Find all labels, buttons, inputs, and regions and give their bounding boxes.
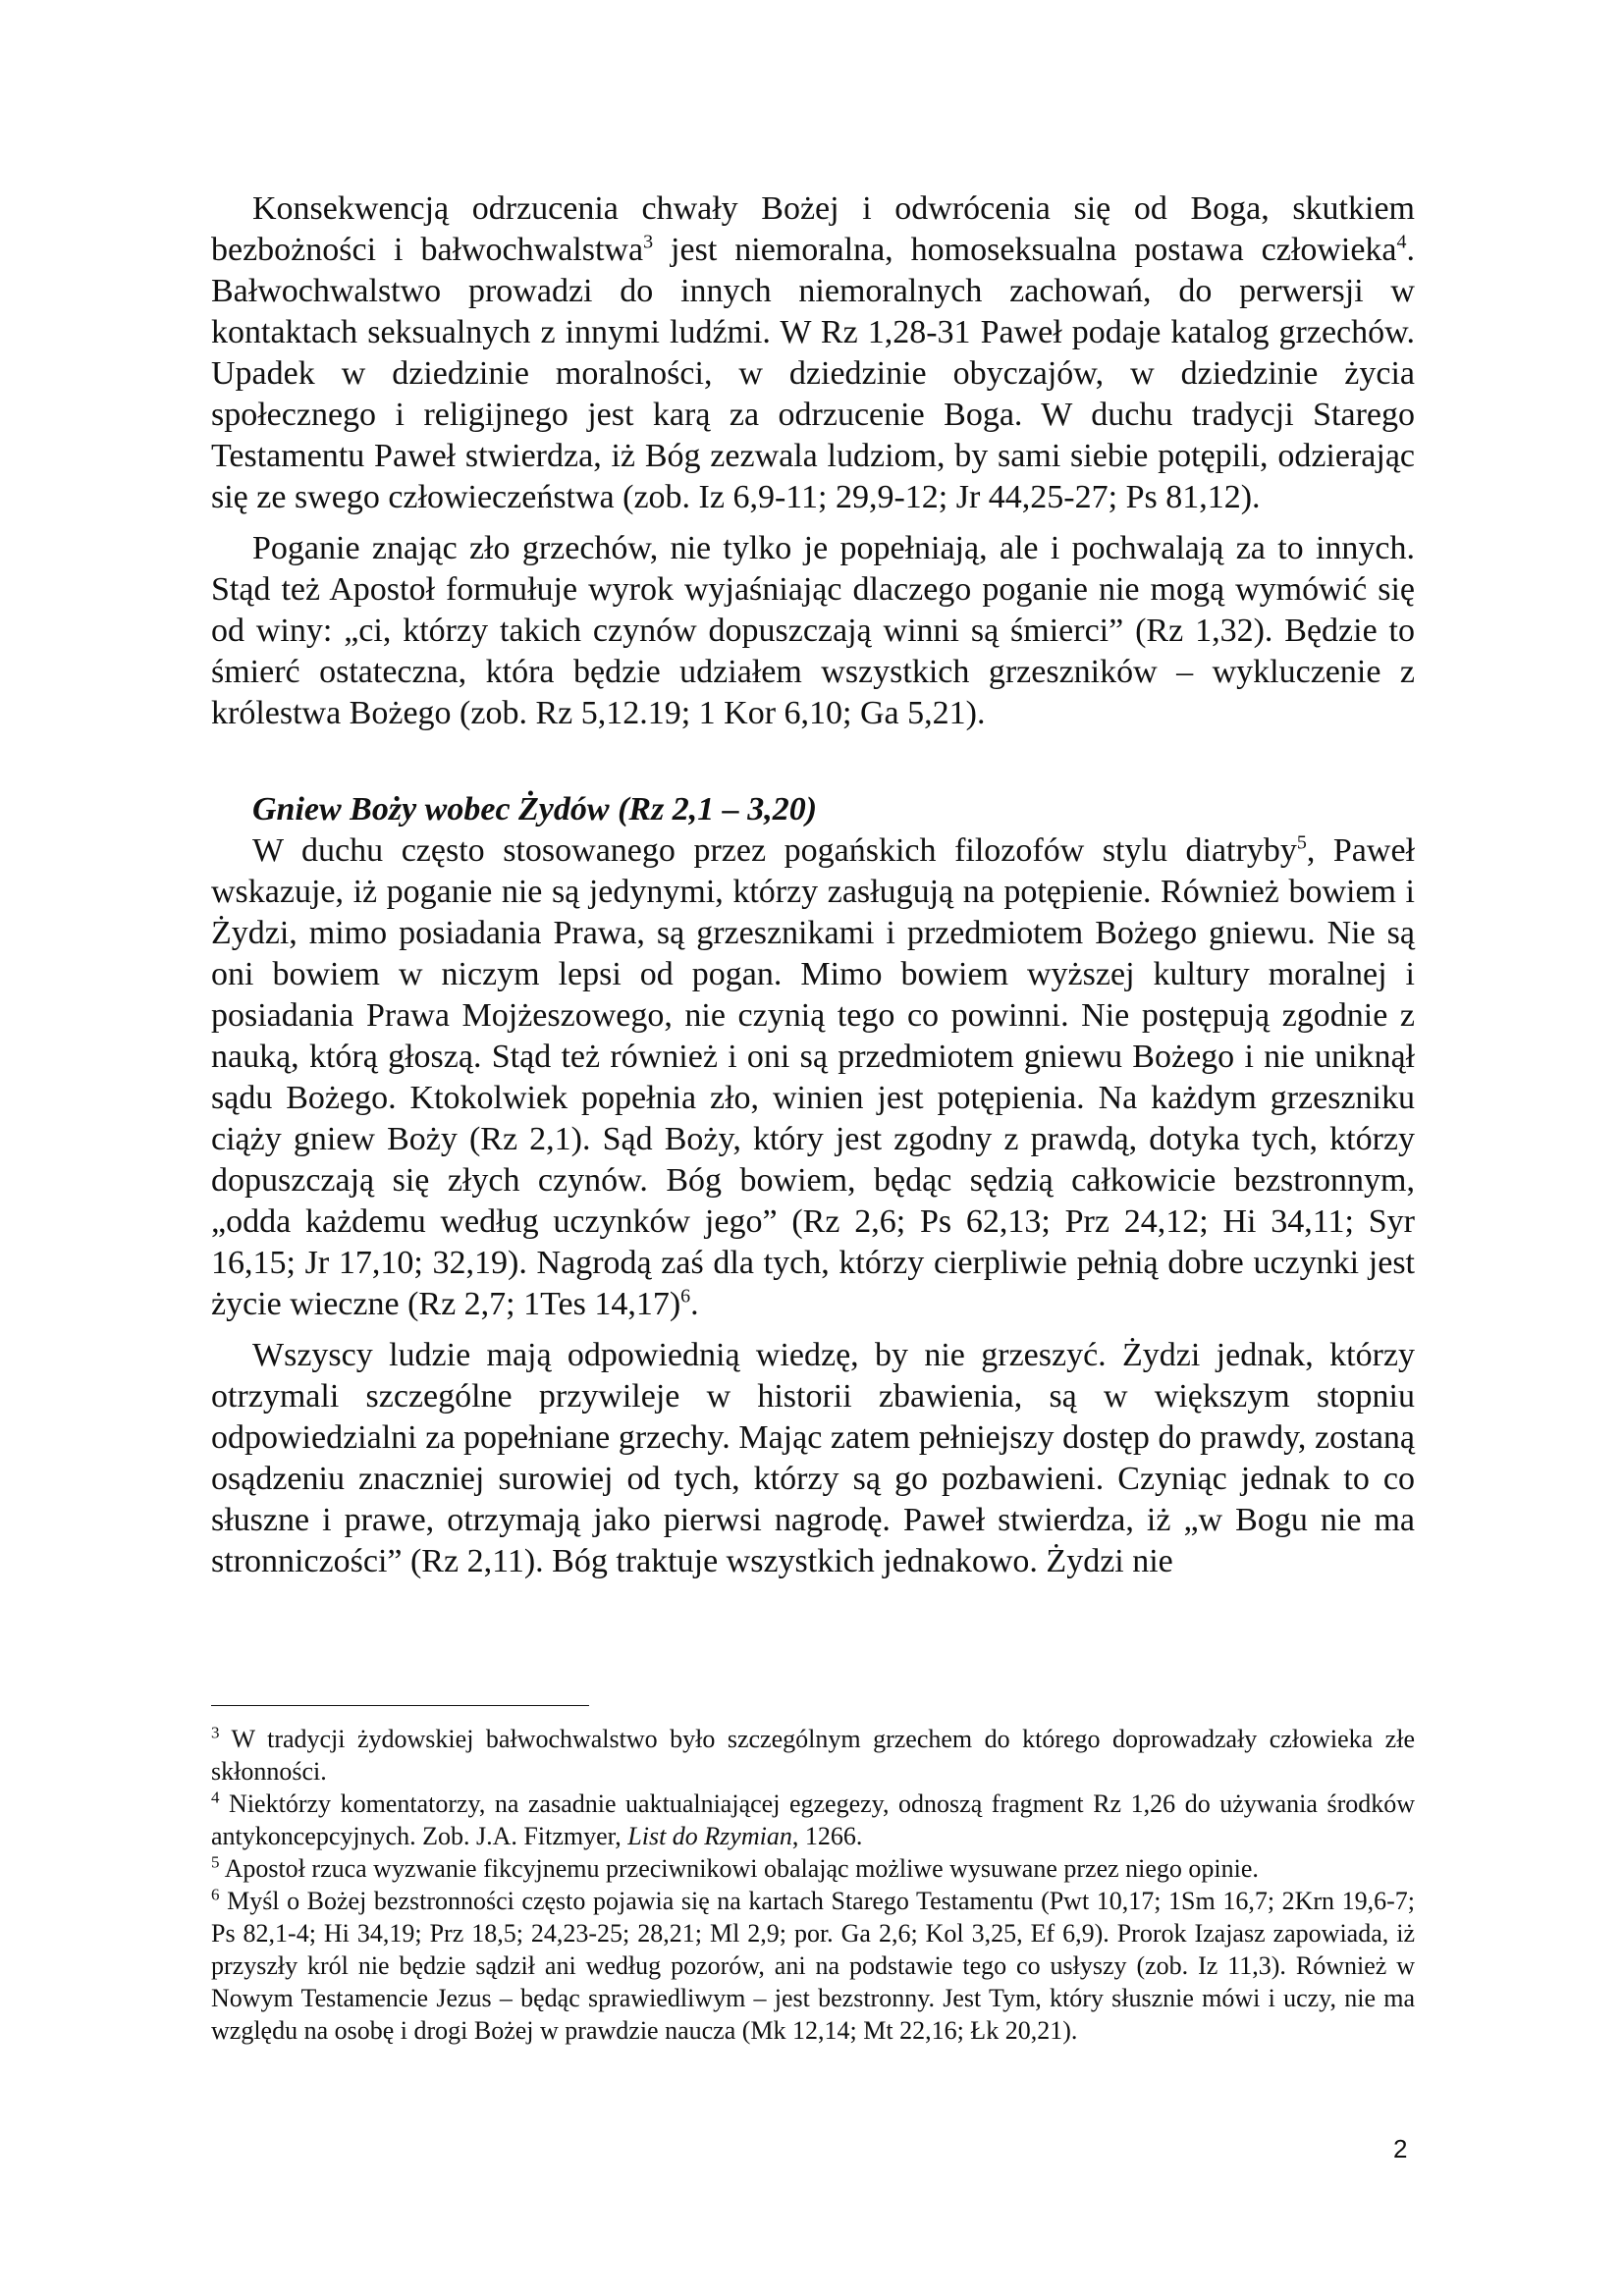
footnote-ref-6[interactable]: 6 [680,1285,691,1308]
section-heading: Gniew Boży wobec Żydów (Rz 2,1 – 3,20) [252,791,818,828]
paragraph-3-part-c: . [690,1286,699,1322]
footnote-ref-4[interactable]: 4 [1396,231,1407,253]
paragraph-4: Wszyscy ludzie mają odpowiednią wiedzę, by nie grzeszyć. Żydzi jednak, którzy otrzymali szczególne przywileje w historii zbawienia, są w większym stopniu odpowiedzialni za popełniane grzechy. Mając zatem pełniejszy dostęp do prawdy, zostaną osądzeniu znaczniej surowiej od tych, którzy są go pozbawieni. Czyniąc jednak to co słuszne i prawe, otrzymają jako pierwsi nagrodę. Paweł stwierdza, iż „w Bogu nie ma stronniczości” (Rz 2,11). Bóg traktuje wszystkich jednakowo. Żydzi nie [211,1337,1415,1579]
footnote-number-4: 4 [211,1788,220,1807]
footnote-number-3: 3 [211,1723,220,1742]
footnote-4-text: Niektórzy komentatorzy, na zasadnie uaktualniającej egzegezy, odnoszą fragment Rz 1,26 do używania środków antykoncepcyjnych. Zob. J.A. Fitzmyer, [211,1789,1415,1850]
page-number: 2 [1393,2134,1408,2163]
paragraph-1-part-c: . Bałwochwalstwo prowadzi do innych niemoralnych zachowań, do perwersji w kontaktach seksualnych z innymi ludźmi. W Rz 1,28-31 Paweł podaje katalog grzechów. Upadek w dziedzinie moralności, w dziedzinie obyczajów, w dziedzinie życia społecznego i religijnego jest karą za odrzucenie Boga. W duchu tradycji Starego Testamentu Paweł stwierdza, iż Bóg zezwala ludziom, by sami siebie potępili, odzierając się ze swego człowieczeństwa (zob. Iz 6,9-11; 29,9-12; Jr 44,25-27; Ps 81,12). [211,232,1415,515]
footnote-3-text: W tradycji żydowskiej bałwochwalstwo było szczególnym grzechem do którego doprowadzały człowieka złe skłonności. [211,1725,1415,1786]
paragraph-3-part-a: W duchu często stosowanego przez pogańskich filozofów stylu diatryby [252,832,1297,869]
footnote-number-5: 5 [211,1852,220,1872]
body-text [211,188,1415,1592]
footnote-6 [211,1885,1415,2047]
paragraph-1-part-b: jest niemoralna, homoseksualna postawa człowieka [653,232,1397,268]
footnote-ref-3[interactable]: 3 [643,231,654,253]
footnotes [211,1723,1415,2047]
footnote-separator [211,1705,589,1706]
footnote-3 [211,1723,1415,1788]
footnote-4 [211,1788,1415,1852]
footnote-6-text: Myśl o Bożej bezstronności często pojawia się na kartach Starego Testamentu (Pwt 10,17; 1Sm 16,7; 2Krn 19,6-7; Ps 82,1-4; Hi 34,19; Prz 18,5; 24,23-25; 28,21; Ml 2,9; por. Ga 2,6; Kol 3,25, Ef 6,9). Prorok Izajasz zapowiada, iż przyszły król nie będzie sądził ani według pozorów, ani na podstawie tego co usłyszy (zob. Iz 11,3). Również w Nowym Testamencie Jezus – będąc sprawiedliwym – jest bezstronny. Jest Tym, który słusznie mówi i uczy, nie ma względu na osobę i drogi Bożej w prawdzie naucza (Mk 12,14; Mt 22,16; Łk 20,21). [211,1887,1415,2045]
paragraph-3-part-b: , Paweł wskazuje, iż poganie nie są jedynymi, którzy zasługują na potępienie. Również bowiem i Żydzi, mimo posiadania Prawa, są grzesznikami i przedmiotem Bożego gniewu. Nie są oni bowiem w niczym lepsi od pogan. Mimo bowiem wyższej kultury moralnej i posiadania Prawa Mojżeszowego, nie czynią tego co powinni. Nie postępują zgodnie z nauką, którą głoszą. Stąd też również i oni są przedmiotem gniewu Bożego i nie uniknął sądu Bożego. Ktokolwiek popełnia zło, winien jest potępienia. Na każdym grzeszniku ciąży gniew Boży (Rz 2,1). Sąd Boży, który jest zgodny z prawdą, dotyka tych, którzy dopuszczają się złych czynów. Bóg bowiem, będąc sędzią całkowicie bezstronnym, „odda każdemu według uczynków jego” (Rz 2,6; Ps 62,13; Prz 24,12; Hi 34,11; Syr 16,15; Jr 17,10; 32,19). Nagrodą zaś dla tych, którzy cierpliwie pełnią dobre uczynki jest życie wieczne (Rz 2,7; 1Tes 14,17) [211,832,1415,1322]
paragraph-2: Poganie znając zło grzechów, nie tylko je popełniają, ale i pochwalają za to innych. Stąd też Apostoł formułuje wyrok wyjaśniając dlaczego poganie nie mogą wymówić się od winy: „ci, którzy takich czynów dopuszczają winni są śmierci” (Rz 1,32). Będzie to śmierć ostateczna, która będzie udziałem wszystkich grzeszników – wykluczenie z królestwa Bożego (zob. Rz 5,12.19; 1 Kor 6,10; Ga 5,21). [211,530,1415,731]
footnote-number-6: 6 [211,1885,220,1904]
paragraph-1 [211,188,1415,518]
paragraph-1-part-a: Konsekwencją odrzucenia chwały Bożej i odwrócenia się od Boga, skutkiem bezbożności i bałwochwalstwa [211,190,1415,268]
footnote-5 [211,1852,1415,1885]
footnote-5-text: Apostoł rzuca wyzwanie fikcyjnemu przeciwnikowi obalając możliwe wysuwane przez niego opinie. [219,1854,1259,1883]
footnote-4-book-title: List do Rzymian [627,1822,792,1850]
paragraph-3 [211,830,1415,1325]
footnote-4-tail: , 1266. [791,1822,863,1850]
footnote-ref-5[interactable]: 5 [1296,831,1307,854]
